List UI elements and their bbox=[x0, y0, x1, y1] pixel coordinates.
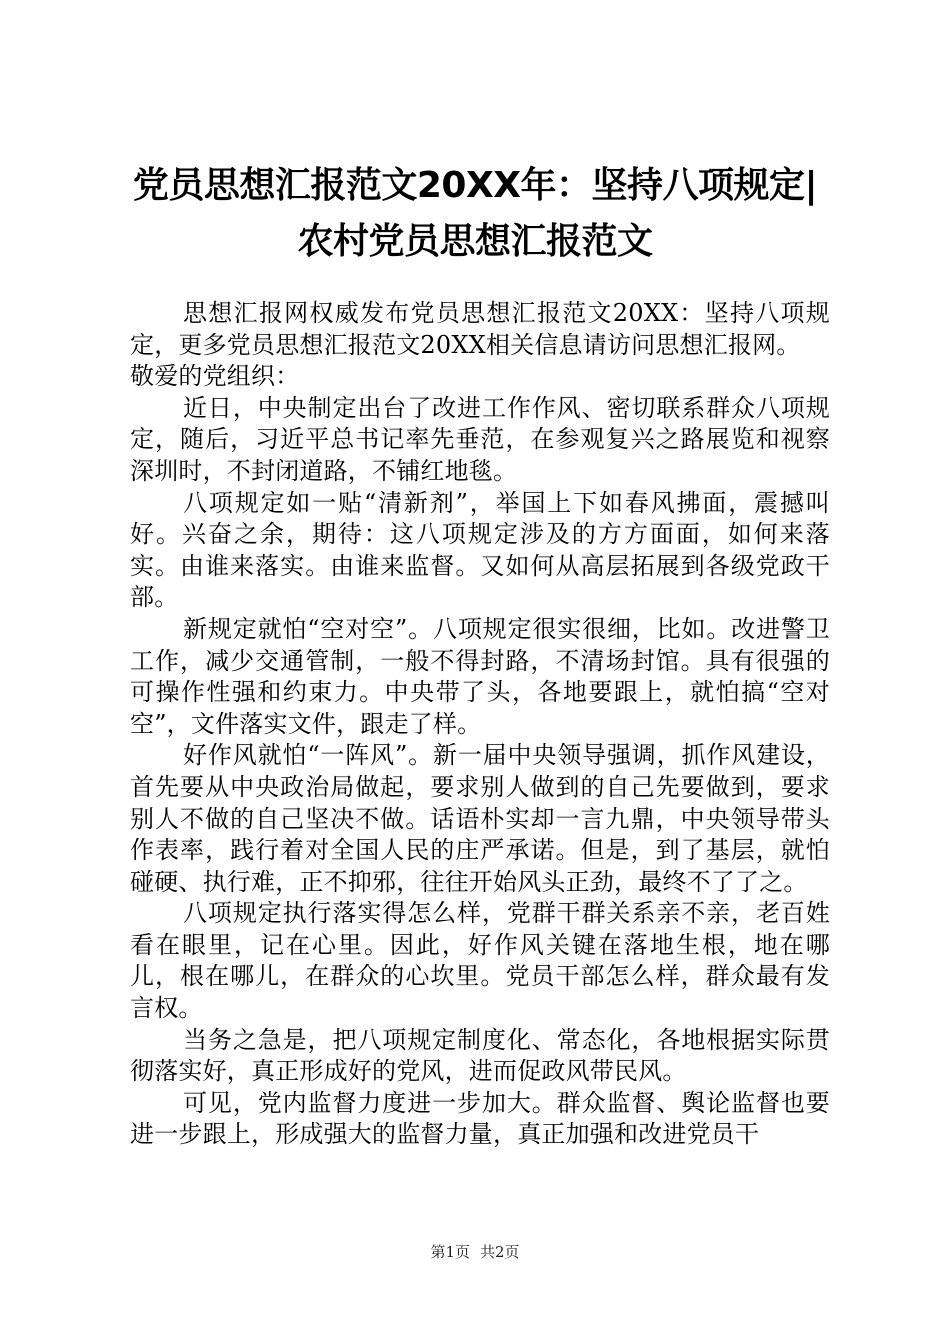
page-number: 第1页 bbox=[430, 1243, 470, 1261]
document-body bbox=[130, 298, 830, 1151]
page-total: 共2页 bbox=[480, 1243, 520, 1261]
paragraph: 八项规定如一贴“清新剂”，举国上下如春风拂面，震撼叫好。兴奋之余，期待：这八项规定涉及的方方面面，如何来落实。由谁来落实。由谁来监督。又如何从高层拓展到各级党政干部。 bbox=[130, 488, 830, 612]
paragraph: 新规定就怕“空对空”。八项规定很实很细，比如。改进警卫工作，减少交通管制，一般不得封路，不清场封馆。具有很强的可操作性强和约束力。中央带了头，各地要跟上，就怕搞“空对空”，文件落实文件，跟走了样。 bbox=[130, 614, 830, 738]
document-title: 党员思想汇报范文20XX年：坚持八项规定|农村党员思想汇报范文 bbox=[132, 165, 818, 262]
paragraph: 近日，中央制定出台了改进工作作风、密切联系群众八项规定，随后，习近平总书记率先垂范，在参观复兴之路展览和视察深圳时，不封闭道路，不铺红地毯。 bbox=[130, 393, 830, 485]
paragraph: 八项规定执行落实得怎么样，党群干群关系亲不亲，老百姓看在眼里，记在心里。因此，好作风关键在落地生根，地在哪儿，根在哪儿，在群众的心坎里。党员干部怎么样，群众最有发言权。 bbox=[130, 899, 830, 1023]
paragraph: 好作风就怕“一阵风”。新一届中央领导强调，抓作风建设，首先要从中央政治局做起，要求别人做到的自己先要做到，要求别人不做的自己坚决不做。话语朴实却一言九鼎，中央领导带头作表率，践行着对全国人民的庄严承诺。但是，到了基层，就怕碰硬、执行难，正不抑邪，往往开始风头正劲，最终不了了之。 bbox=[130, 741, 830, 896]
page-footer bbox=[0, 1242, 950, 1262]
paragraph: 当务之急是，把八项规定制度化、常态化，各地根据实际贯彻落实好，真正形成好的党风，进而促政风带民风。 bbox=[130, 1025, 830, 1086]
salutation: 敬爱的党组织： bbox=[130, 362, 300, 391]
paragraph: 思想汇报网权威发布党员思想汇报范文20XX：坚持八项规定，更多党员思想汇报范文20XX相关信息请访问思想汇报网。 bbox=[130, 299, 830, 359]
paragraph: 可见，党内监督力度进一步加大。群众监督、舆论监督也要进一步跟上，形成强大的监督力量，真正加强和改进党员干 bbox=[130, 1088, 830, 1149]
